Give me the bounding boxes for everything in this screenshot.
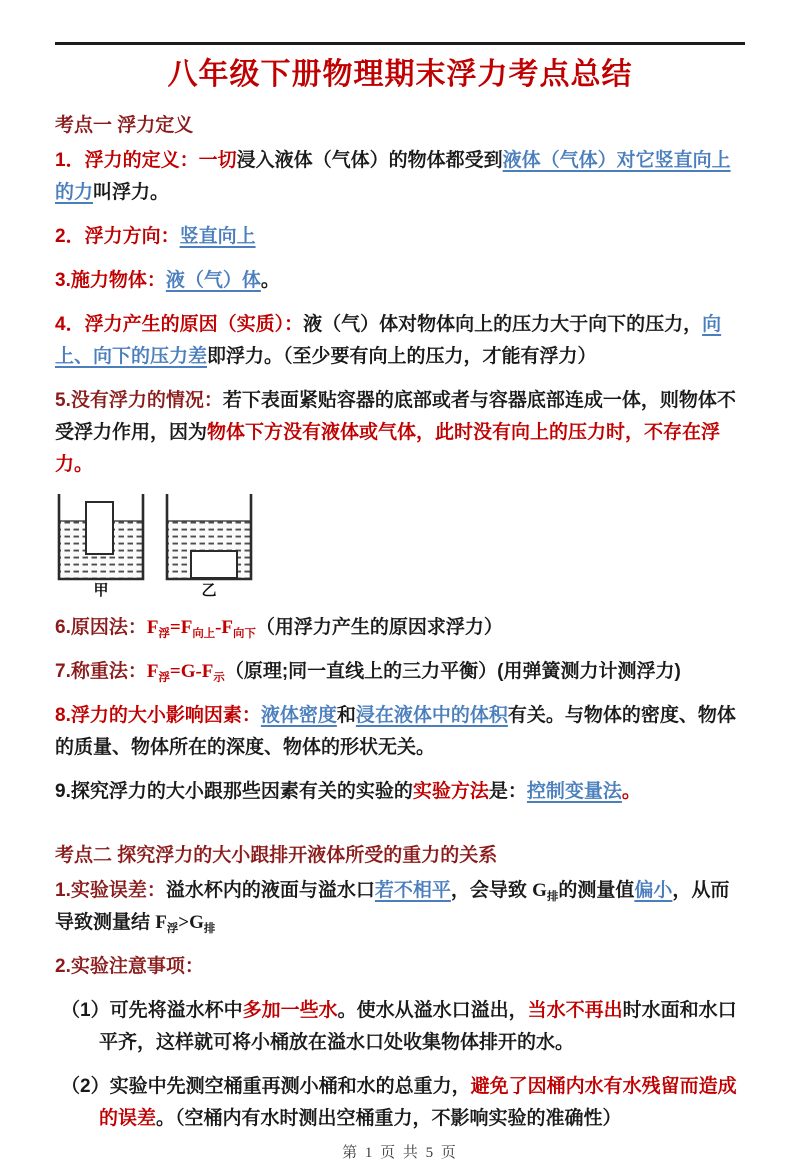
text-segment: 叫浮力。 — [93, 181, 170, 203]
text-segment: 1.实验误差： — [55, 879, 166, 901]
formula-subscript: 向下 — [233, 627, 256, 640]
text-segment: （用浮力产生的原因求浮力） — [255, 616, 503, 638]
text-segment: =G-F — [169, 660, 214, 682]
text-segment: -F — [215, 616, 234, 638]
text-segment: 多加一些水 — [242, 999, 338, 1021]
text-segment: 8.浮力的大小影响因素： — [55, 704, 261, 726]
floating-block — [86, 502, 113, 554]
point-note-2 — [55, 1071, 745, 1135]
text-segment: >G — [178, 911, 204, 933]
text-segment: 3.施力物体： — [55, 269, 166, 291]
text-segment: ，从而导致测量结 — [55, 879, 730, 933]
formula-subscript: 浮 — [158, 627, 170, 640]
section-heading-2: 考点二 探究浮力的大小跟排开液体所受的重力的关系 — [55, 844, 498, 866]
point-cause-method — [55, 612, 745, 644]
text-segment: 浸在液体中的体积 — [355, 704, 508, 726]
text-segment: 的测量值 — [558, 879, 635, 901]
point-weighing-method — [55, 656, 745, 688]
point-experiment-method — [55, 776, 745, 808]
point-experiment-error — [55, 875, 745, 939]
point-experiment-notes — [55, 951, 745, 983]
text-segment: 竖直向上 — [179, 225, 256, 247]
text-segment: 浸入液体（气体）的物体都受到 — [236, 149, 503, 171]
text-segment: 。使水从溢水口溢出， — [337, 999, 528, 1021]
text-segment: 6.原因法： — [55, 616, 147, 638]
text-segment: 偏小 — [634, 879, 673, 901]
text-segment: 。 — [621, 780, 641, 802]
text-segment: 有关。与物体的密度、物体的质量、物体所在的深度、物体的形状无关。 — [55, 704, 736, 758]
formula-subscript: 示 — [213, 671, 225, 684]
formula-subscript: 排 — [203, 922, 216, 935]
text-segment: 是： — [488, 780, 527, 802]
text-segment: 液体（气体）对它竖直向上的力 — [55, 149, 731, 203]
text-segment: 4．浮力产生的原因（实质）： — [55, 313, 304, 335]
text-segment: 5.没有浮力的情况： — [55, 389, 223, 411]
point-buoyancy-definition — [55, 145, 745, 209]
text-segment: 实验方法 — [412, 780, 489, 802]
label-jia: 甲 — [93, 581, 109, 599]
text-segment: ，会导致 — [450, 879, 533, 901]
formula-subscript: 向上 — [192, 627, 216, 640]
text-segment: 7.称重法： — [55, 660, 147, 682]
text-segment: 液（气）体对物体向上的压力大于向下的压力， — [303, 313, 703, 335]
page-title: 八年级下册物理期末浮力考点总结 — [167, 58, 633, 91]
text-segment: 时水面和水口平齐，这样就可将小桶放在溢水口处收集物体排开的水。 — [99, 999, 737, 1053]
formula-subscript: 浮 — [158, 671, 170, 684]
text-segment: 避免了因桶内水有水残留而造成的误差 — [99, 1075, 737, 1129]
text-segment: F — [155, 911, 167, 933]
top-rule — [55, 42, 745, 45]
text-segment: 物体下方没有液体或气体，此时没有向上的压力时，不存在浮力。 — [55, 421, 721, 475]
text-segment: 当水不再出 — [527, 999, 623, 1021]
beakers-figure-svg — [55, 491, 255, 599]
text-segment: F — [146, 616, 159, 638]
text-segment: 溢水杯内的液面与溢水口 — [165, 879, 375, 901]
point-buoyancy-cause — [55, 309, 745, 373]
text-segment: （原理;同一直线上的三力平衡）(用弹簧测力计测浮力) — [224, 660, 681, 682]
point-influencing-factors — [55, 700, 745, 764]
text-segment: 即浮力。（至少要有向上的压力，才能有浮力） — [207, 345, 597, 367]
point-no-buoyancy-case — [55, 385, 745, 481]
text-segment: 2.实验注意事项： — [55, 955, 204, 977]
section-heading-1: 考点一 浮力定义 — [55, 114, 194, 136]
page-number-footer: 第 1 页 共 5 页 — [342, 1144, 458, 1161]
text-segment: 液体密度 — [260, 704, 337, 726]
text-segment: =F — [169, 616, 193, 638]
text-segment: 9.探究浮力的大小跟那些因素有关的实验的 — [55, 780, 413, 802]
text-segment: 1．浮力的定义：一切 — [55, 149, 237, 171]
text-segment: 控制变量法 — [526, 780, 622, 802]
point-note-1 — [55, 995, 745, 1059]
text-segment: 向上、向下的压力差 — [55, 313, 722, 367]
text-segment: F — [146, 660, 159, 682]
beakers-figure — [55, 491, 745, 604]
text-segment: 。 — [260, 269, 280, 291]
bottom-block — [191, 551, 237, 578]
text-segment: G — [532, 879, 547, 901]
formula-subscript: 浮 — [166, 922, 179, 935]
text-segment: （1）可先将溢水杯中 — [61, 999, 243, 1021]
label-yi: 乙 — [201, 581, 217, 599]
formula-subscript: 排 — [546, 890, 559, 903]
text-segment: 液（气）体 — [165, 269, 261, 291]
text-segment: 2．浮力方向： — [55, 225, 180, 247]
text-segment: 和 — [336, 704, 356, 726]
text-segment: 。（空桶内有水时测出空桶重力，不影响实验的准确性） — [156, 1107, 622, 1129]
text-segment: 若不相平 — [374, 879, 451, 901]
point-buoyancy-direction — [55, 221, 745, 253]
text-segment: （2）实验中先测空桶重再测小桶和水的总重力， — [61, 1075, 471, 1097]
text-segment: 若下表面紧贴容器的底部或者与容器底部连成一体，则物体不受浮力作用，因为 — [55, 389, 736, 443]
point-force-applying-body — [55, 265, 745, 297]
